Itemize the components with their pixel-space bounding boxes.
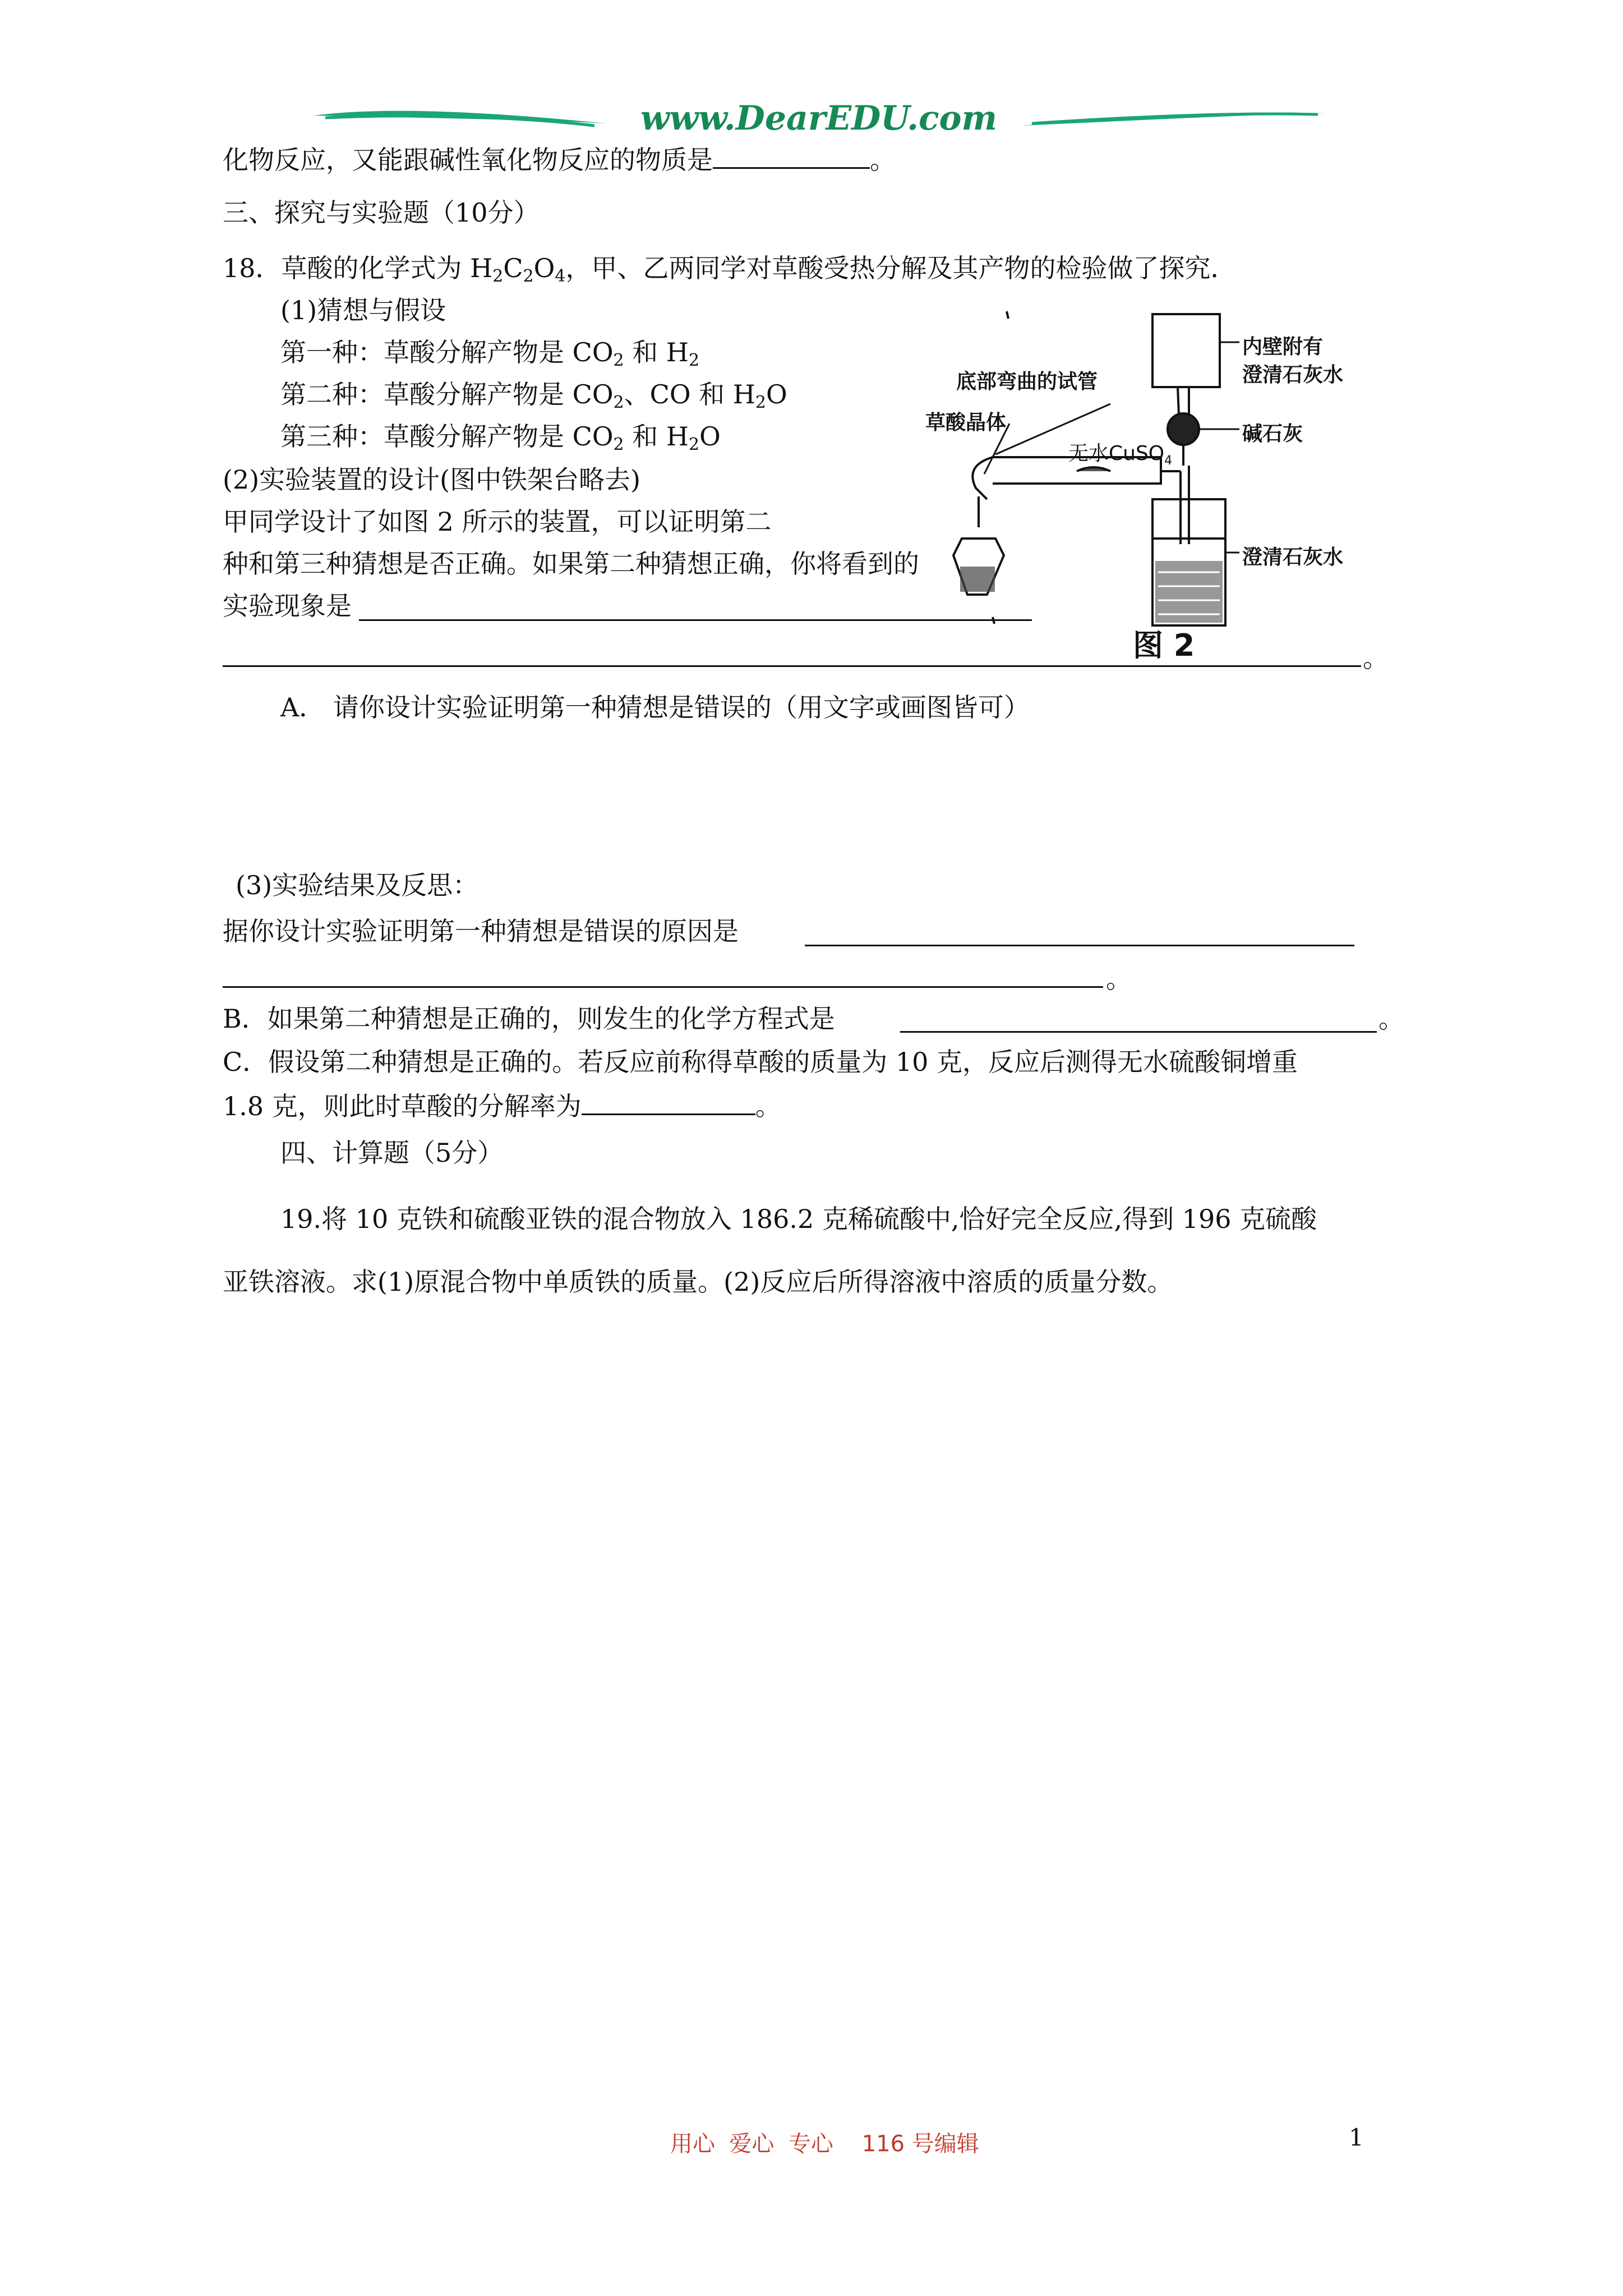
guess1-b: 和 H	[624, 337, 689, 367]
label-limewater-top: 澄清石灰水	[1242, 364, 1344, 386]
sub-2: 2	[688, 351, 700, 370]
line0-text: 化物反应，又能跟碱性氧化物反应的物质是	[223, 145, 713, 175]
answer-line-phenomenon-2[interactable]	[223, 665, 1361, 667]
subsection-1: (1)猜想与假设	[280, 295, 446, 325]
page-number: 1	[1349, 2124, 1364, 2151]
figure-caption: 图 2	[1133, 628, 1195, 663]
q18-part-c: O	[533, 253, 555, 283]
guess1-a: 第一种：草酸分解产物是 CO	[280, 337, 614, 367]
line0-end: 。	[870, 145, 896, 175]
header-logo	[314, 101, 1324, 140]
sub-2: 2	[613, 393, 624, 412]
label-inner-wall: 内壁附有	[1242, 335, 1324, 358]
question-c-line2	[223, 1091, 781, 1119]
q19-line2: 亚铁溶液。求(1)原混合物中单质铁的质量。(2)反应后所得溶液中溶质的质量分数。	[223, 1267, 1173, 1297]
label-limewater-bottle: 澄清石灰水	[1242, 546, 1344, 569]
question-c-line1: C．假设第二种猜想是正确的。若反应前称得草酸的质量为 10 克，反应后测得无水硫酸铜增重	[223, 1047, 1298, 1077]
label-cuso4-sub: 4	[1164, 454, 1173, 468]
question-c-end: 。	[755, 1091, 781, 1121]
q19-line1: 19.将 10 克铁和硫酸亚铁的混合物放入 186.2 克稀硫酸中,恰好完全反应,得到 196 克硫酸	[280, 1204, 1317, 1234]
guess2-a: 第二种：草酸分解产物是 CO	[280, 379, 614, 409]
subsection-2: (2)实验装置的设计(图中铁架台略去)	[223, 464, 641, 495]
guess3-b: 和 H	[624, 421, 689, 452]
question-b: B．如果第二种猜想是正确的，则发生的化学方程式是	[223, 1004, 835, 1034]
sub-2: 2	[688, 435, 700, 454]
question-c-text: 1.8 克，则此时草酸的分解率为	[223, 1091, 582, 1121]
answer-line-reason-1[interactable]	[805, 945, 1354, 946]
section-4-title: 四、计算题（5分）	[280, 1138, 504, 1168]
site-logo-text: www.DearEDU.com	[640, 99, 997, 138]
label-bent-tube: 底部弯曲的试管	[956, 370, 1098, 393]
q18-part-b: C	[503, 253, 523, 283]
question-b-end: 。	[1378, 1004, 1404, 1034]
apparatus-diagram	[925, 303, 1402, 662]
q18-part-a: 18．草酸的化学式为 H	[223, 253, 493, 283]
guess2-c: O	[766, 379, 787, 409]
reason-end: 。	[1106, 964, 1132, 994]
sub-2: 2	[492, 266, 504, 286]
sub-2: 2	[523, 266, 534, 286]
para-2a: 甲同学设计了如图 2 所示的装置，可以证明第二	[223, 507, 772, 537]
answer-blank-rate[interactable]	[582, 1091, 755, 1115]
figure-2	[925, 303, 1402, 662]
sub-2: 2	[613, 435, 624, 454]
subsection-3: (3)实验结果及反思：	[236, 870, 479, 900]
sub-2: 2	[755, 393, 766, 412]
question-a: A． 请你设计实验证明第一种猜想是错误的（用文字或画图皆可）	[280, 692, 1030, 723]
para-2c: 实验现象是	[223, 591, 352, 621]
answer-line-reason-2[interactable]	[223, 986, 1103, 988]
guess3-a: 第三种：草酸分解产物是 CO	[280, 421, 614, 452]
label-cuso4	[1068, 438, 1172, 466]
sub-4: 4	[555, 266, 566, 286]
guess-2	[280, 379, 787, 412]
guess-3	[280, 421, 721, 454]
label-oxalic-crystal: 草酸晶体	[925, 411, 1007, 434]
sub-2: 2	[613, 351, 624, 370]
footer-text: 用心 爱心 专心 116 号编辑	[670, 2131, 979, 2157]
label-cuso4-text: 无水CuSO	[1068, 442, 1165, 465]
para-2-end: 。	[1363, 643, 1389, 673]
guess2-b: 、CO 和 H	[624, 379, 755, 409]
answer-line-equation[interactable]	[900, 1031, 1377, 1033]
q18-part-d: ，甲、乙两同学对草酸受热分解及其产物的检验做了探究．	[565, 253, 1237, 283]
section-3-title: 三、探究与实验题（10分）	[223, 197, 540, 228]
guess-1	[280, 337, 700, 370]
answer-blank-0[interactable]	[713, 145, 870, 169]
reason-line: 据你设计实验证明第一种猜想是错误的原因是	[223, 916, 739, 946]
para-2b: 种和第三种猜想是否正确。如果第二种猜想正确，你将看到的	[223, 549, 919, 579]
q18-intro	[223, 253, 1237, 286]
label-soda-lime: 碱石灰	[1242, 422, 1303, 445]
guess3-c: O	[699, 421, 721, 452]
text-line-0	[223, 145, 896, 173]
